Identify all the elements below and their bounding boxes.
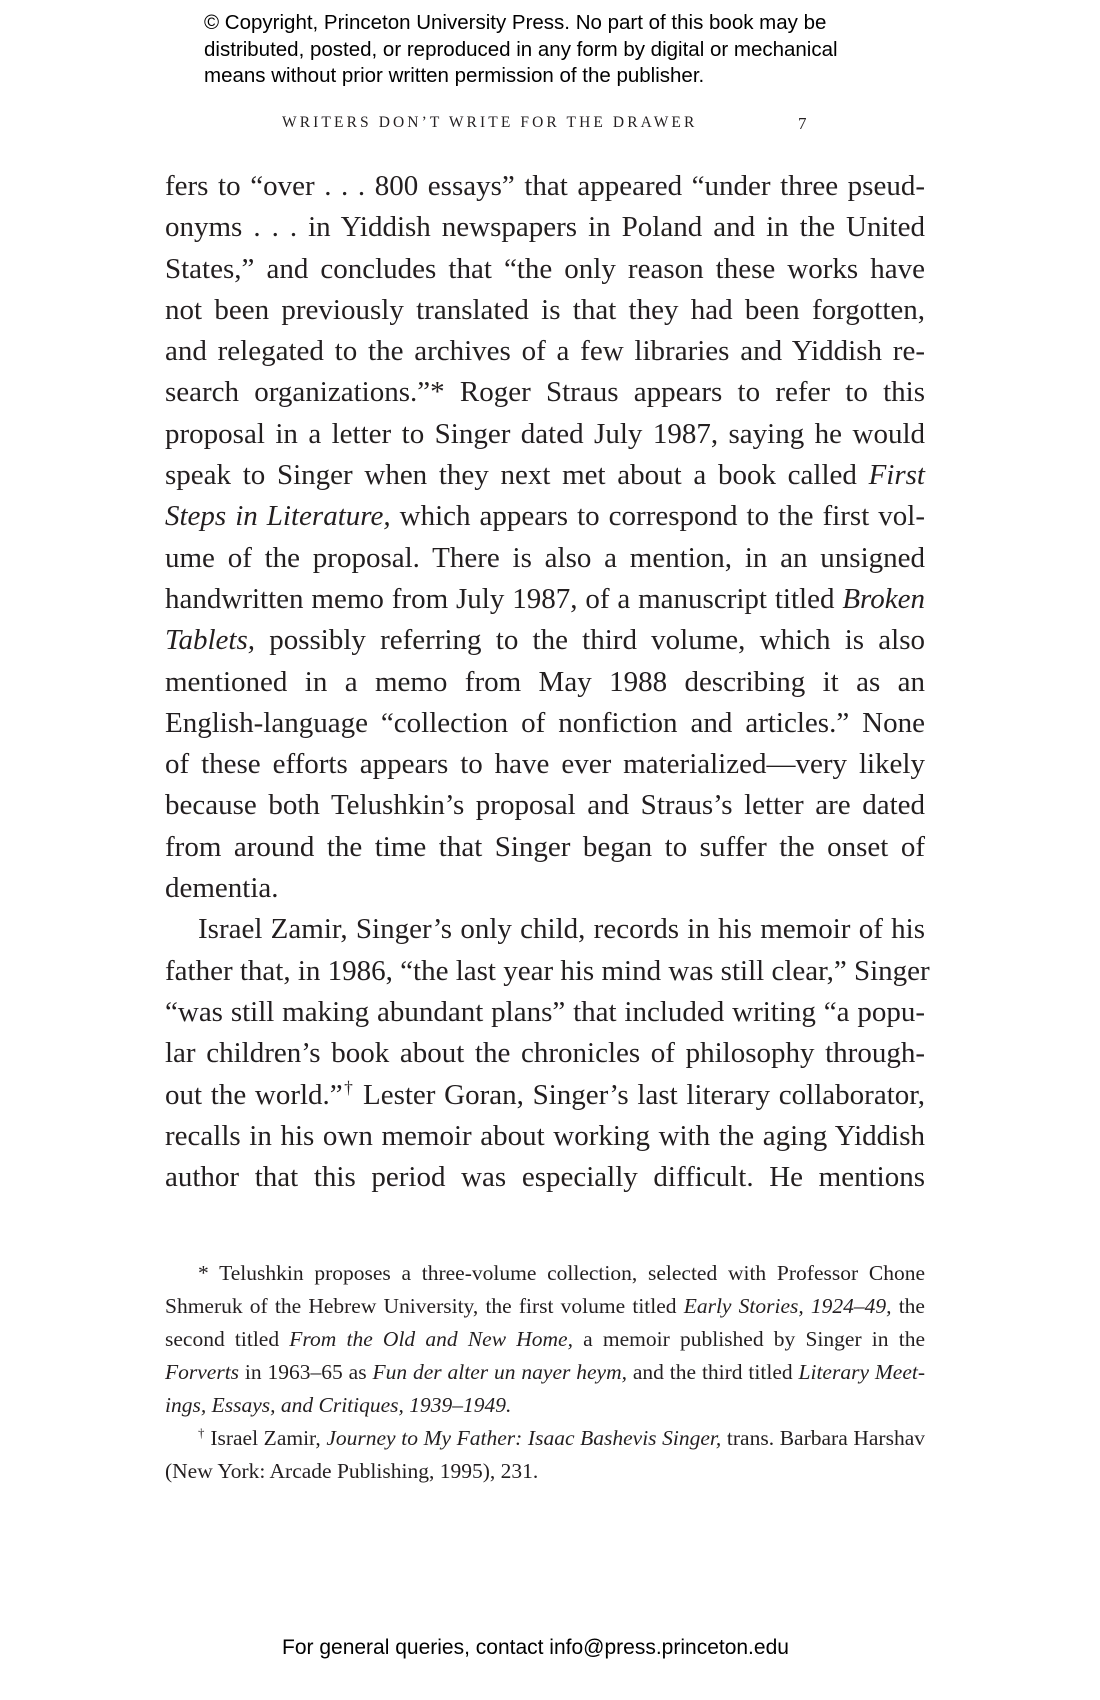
book-title: Early Stories, 1924–49,	[683, 1294, 892, 1318]
book-title: Journey to My Father: Isaac Bashevis Singer,	[326, 1426, 722, 1450]
book-title: Literary Meet-	[798, 1360, 926, 1384]
footnote-line: * Telushkin proposes a three-volume collection, selected with Professor Chone	[198, 1261, 925, 1285]
footnote-text-run: in 1963–65 as	[239, 1360, 373, 1384]
body-line: author that this period was especially difficult. He mentions	[165, 1161, 925, 1194]
footnote-text-run: trans. Barbara Harshav	[721, 1426, 925, 1450]
book-title: Tablets,	[165, 624, 255, 657]
body-text-run: Lester Goran, Singer’s last literary collaborator,	[354, 1078, 925, 1111]
footnote-text-run: second titled	[165, 1327, 290, 1351]
body-line: States,” and concludes that “the only reason these works have	[165, 252, 925, 285]
footnote-dagger-mark: †	[198, 1425, 205, 1440]
body-line	[165, 455, 925, 496]
book-title: Broken	[842, 582, 925, 615]
book-title: ings, Essays, and Critiques, 1939–1949.	[165, 1393, 512, 1417]
body-line: fers to “over . . . 800 essays” that appeared “under three pseud-	[165, 170, 925, 202]
body-text-run: out the world.”	[165, 1078, 343, 1111]
body-line: “was still making abundant plans” that included writing “a popu-	[165, 995, 925, 1028]
body-line: recalls in his own memoir about working with the aging Yiddish	[165, 1119, 925, 1152]
footnotes	[165, 1257, 925, 1488]
body-line: proposal in a letter to Singer dated July 1987, saying he would	[165, 417, 925, 450]
body-text-run: possibly referring to the third volume, which is also	[255, 624, 925, 657]
footnote-line	[165, 1356, 925, 1389]
body-text	[165, 166, 930, 1198]
contact-line: For general queries, contact info@press.princeton.edu	[282, 1636, 789, 1659]
body-line: not been previously translated is that they had been forgotten,	[165, 293, 925, 326]
footnote-text-run: Israel Zamir,	[204, 1426, 327, 1450]
footnote-text-run: Shmeruk of the Hebrew University, the first volume titled	[165, 1294, 684, 1318]
footnote-line	[165, 1422, 925, 1455]
body-text-run: which appears to correspond to the first vol-	[390, 500, 926, 533]
body-text-run: speak to Singer when they next met about a book called	[165, 459, 869, 492]
body-line: dementia.	[165, 872, 279, 905]
body-line: and relegated to the archives of a few libraries and Yiddish re-	[165, 335, 925, 368]
footnote-line	[165, 1290, 925, 1323]
body-text-run: handwritten memo from July 1987, of a manuscript titled	[165, 582, 843, 615]
body-line	[165, 496, 925, 537]
body-line: father that, in 1986, “the last year his mind was still clear,” Singer	[165, 954, 930, 987]
body-line: onyms . . . in Yiddish newspapers in Poland and in the United	[165, 211, 925, 244]
footnote-line	[165, 1389, 925, 1422]
body-line: ume of the proposal. There is also a mention, in an unsigned	[165, 541, 925, 574]
body-line: mentioned in a memo from May 1988 describing it as an	[165, 665, 925, 698]
footnote-line: (New York: Arcade Publishing, 1995), 231.	[165, 1459, 539, 1483]
copyright-line: means without prior written permission of the publisher.	[204, 64, 705, 87]
body-line: Israel Zamir, Singer’s only child, records in his memoir of his	[198, 913, 925, 946]
book-title: Fun der alter un nayer heym,	[372, 1360, 627, 1384]
body-line: from around the time that Singer began to suffer the onset of	[165, 830, 925, 863]
footnote-text-run: and the third titled	[626, 1360, 799, 1384]
footnote-text-run: a memoir published by Singer in the	[572, 1327, 925, 1351]
copyright-line: distributed, posted, or reproduced in any form by digital or mechanical	[204, 37, 838, 61]
footnote-dagger-mark: †	[342, 1076, 355, 1097]
copyright-line: © Copyright, Princeton University Press. No part of this book may be	[204, 11, 827, 34]
book-title: First	[868, 459, 925, 492]
body-line: because both Telushkin’s proposal and Straus’s letter are dated	[165, 789, 925, 822]
body-line: of these efforts appears to have ever materialized—very likely	[165, 748, 925, 781]
newspaper-title: Forverts	[165, 1360, 240, 1384]
footnote-line	[165, 1323, 925, 1356]
body-line: lar children’s book about the chronicles of philosophy through-	[165, 1037, 925, 1070]
book-title: From the Old and New Home,	[289, 1327, 573, 1351]
body-line	[165, 620, 925, 661]
body-line: English-language “collection of nonfiction and articles.” None	[165, 706, 925, 739]
page-number: 7	[798, 114, 807, 133]
body-line	[165, 1075, 925, 1116]
book-title: Steps in Literature,	[165, 500, 391, 533]
running-head: WRITERS DON’T WRITE FOR THE DRAWER	[282, 114, 698, 131]
footnote-text-run: the	[891, 1294, 925, 1318]
copyright-notice	[204, 10, 924, 90]
body-line	[165, 579, 925, 620]
body-line: search organizations.”* Roger Straus appears to refer to this	[165, 376, 925, 409]
